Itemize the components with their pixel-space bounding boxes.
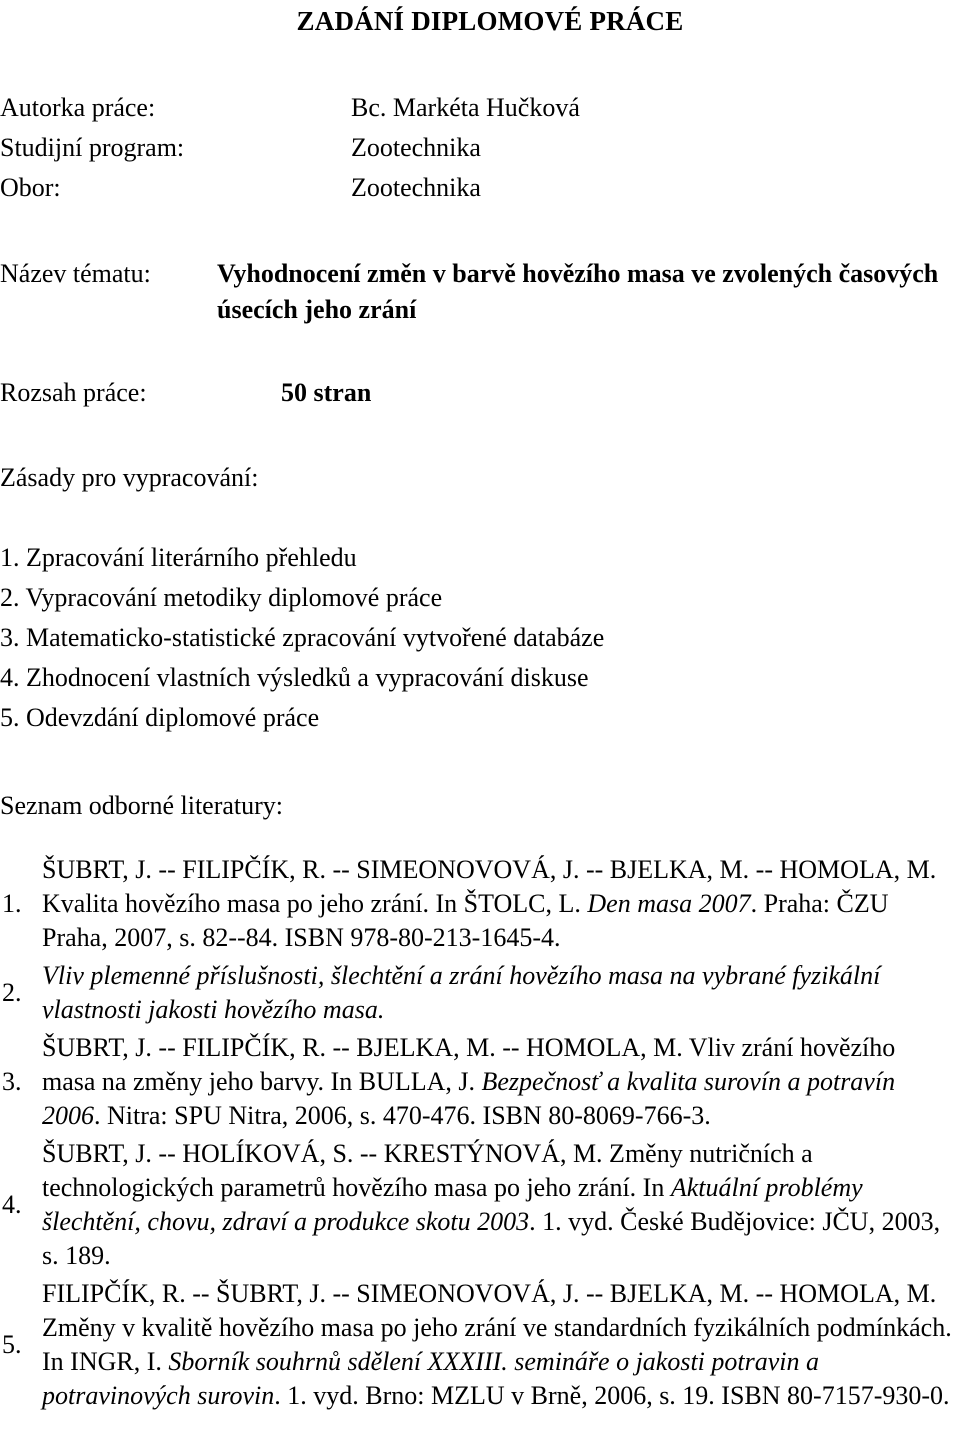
reference-text [42,1137,960,1273]
principle-item: 5. Odevzdání diplomové práce [0,703,320,732]
principles-list [0,538,604,738]
reference-text [42,1277,960,1413]
reference-number: 4. [2,1190,22,1219]
topic-label: Název tématu: [0,259,151,288]
reference-authors: ŠUBRT, J. -- FILIPČÍK, R. -- BJELKA, M. -- HOMOLA, M. Vliv zrání hovězího masa na změny jeho barvy. In BULLA, J. [42,1033,896,1096]
topic-value: Vyhodnocení změn v barvě hovězího masa ve zvolených časových úsecích jeho zrání [217,259,939,324]
reference-publication: . Praha: ČZU Praha, 2007, s. 82--84. ISBN 978-80-213-1645-4. [42,889,889,952]
field-label: Obor: [0,173,61,202]
principle-item: 2. Vypracování metodiky diplomové práce [0,583,443,612]
author-label: Autorka práce: [0,93,156,122]
author-value: Bc. Markéta Hučková [351,93,580,122]
reference-number: 2. [2,978,22,1007]
reference-publication: . Nitra: SPU Nitra, 2006, s. 470-476. ISBN 80-8069-766-3. [94,1101,711,1130]
reference-text [42,1031,960,1133]
reference-item [0,1277,960,1413]
reference-source-title: Sborník souhrnů sdělení XXXIII. semináře o jakosti potravin a potravinových surovin [42,1347,820,1410]
principle-item: 3. Matematicko-statistické zpracování vytvořené databáze [0,623,605,652]
reference-authors: ŠUBRT, J. -- HOLÍKOVÁ, S. -- KRESTÝNOVÁ, M. Změny nutričních a technologických parametrů hovězího masa po jeho zrání. In [42,1139,813,1202]
reference-item [0,1137,960,1273]
reference-item [0,959,960,1027]
principle-item: 1. Zpracování literárního přehledu [0,543,357,572]
program-value: Zootechnika [351,133,481,162]
scope-label: Rozsah práce: [0,378,147,407]
reference-authors: ŠUBRT, J. -- FILIPČÍK, R. -- SIMEONOVOVÁ, J. -- BJELKA, M. -- HOMOLA, M. Kvalita hovězího masa po jeho zrání. In ŠTOLC, L. [42,855,937,918]
reference-source-title: Aktuální problémy šlechtění, chovu, zdraví a produkce skotu 2003 [42,1173,863,1236]
principles-label: Zásady pro vypracování: [0,463,259,492]
reference-source-title: Vliv plemenné příslušnosti, šlechtění a zrání hovězího masa na vybrané fyzikální vlastnosti jakosti hovězího masa. [42,961,881,1024]
reference-number: 5. [2,1330,22,1359]
reference-publication: . 1. vyd. Brno: MZLU v Brně, 2006, s. 19. ISBN 80-7157-930-0. [274,1381,950,1410]
literature-label: Seznam odborné literatury: [0,791,284,820]
reference-source-title: Den masa 2007 [587,889,751,918]
reference-source-title: Bezpečnosť a kvalita surovín a potravín 2006 [42,1067,896,1130]
scope-value: 50 stran [281,378,372,407]
program-label: Studijní program: [0,133,185,162]
reference-publication: . 1. vyd. České Budějovice: JČU, 2003, s. 189. [42,1207,941,1270]
principle-item: 4. Zhodnocení vlastních výsledků a vypracování diskuse [0,663,589,692]
document-title: ZADÁNÍ DIPLOMOVÉ PRÁCE [296,6,684,36]
reference-authors: FILIPČÍK, R. -- ŠUBRT, J. -- SIMEONOVOVÁ, J. -- BJELKA, M. -- HOMOLA, M. Změny v kvalitě hovězího masa po jeho zrání ve standardních fyzikálních podmínkách. In INGR, I. [42,1279,952,1376]
reference-number: 1. [2,889,22,918]
reference-item [0,1031,960,1133]
reference-number: 3. [2,1067,22,1096]
reference-text [42,853,960,955]
field-value: Zootechnika [351,173,481,202]
reference-item [0,853,960,955]
reference-text [42,959,960,1027]
reference-list [0,853,960,1413]
